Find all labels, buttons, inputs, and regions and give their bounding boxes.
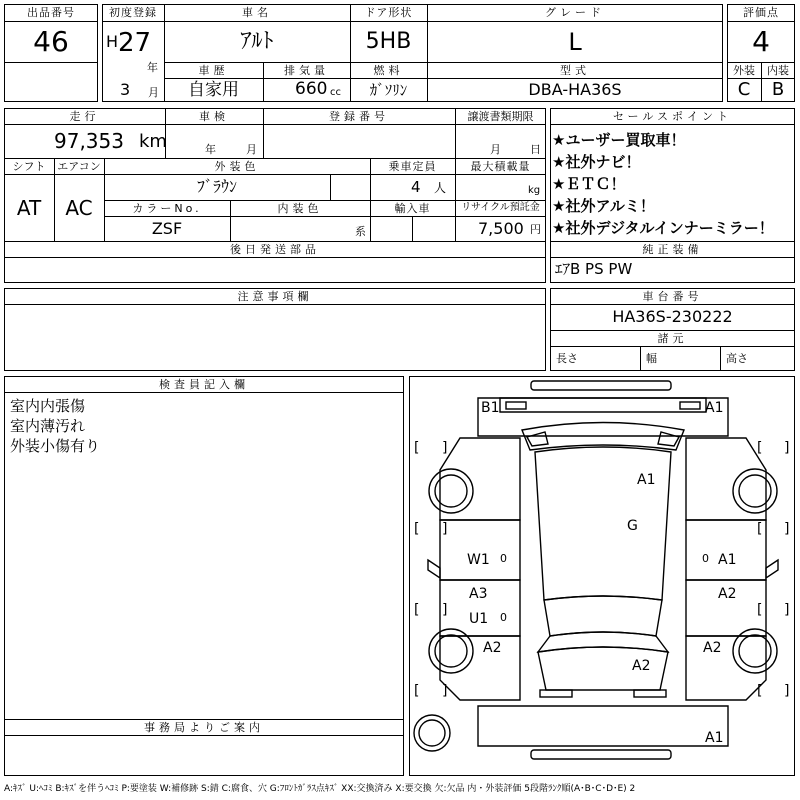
first-reg-label: 初度登録 <box>109 6 157 19</box>
exterior-label: 外装 <box>733 63 755 77</box>
capacity-unit: 人 <box>434 181 447 195</box>
bracket-close: ] <box>784 521 790 537</box>
mark-left-front-door-a3: A3 <box>469 586 488 602</box>
sales-point-item: ★社外ナビ！ <box>552 153 641 171</box>
sales-point-item: ★ＥＴＣ！ <box>552 175 626 193</box>
chassis-number: HA36S-230222 <box>612 307 733 326</box>
transfer-label: 譲渡書類期限 <box>467 109 534 123</box>
bracket-open: [ <box>414 440 420 456</box>
inspector-note: 室内内張傷 <box>10 397 86 415</box>
first-reg-year: 27 <box>118 28 152 58</box>
interior-color-unit: 系 <box>355 225 366 238</box>
bracket-open: [ <box>757 602 763 618</box>
interior-color-label: 内装色 <box>277 201 323 215</box>
color-no-value: ZSF <box>151 218 183 238</box>
transfer-day-unit: 日 <box>530 143 541 156</box>
chassis-title: 車台番号 <box>642 289 703 303</box>
model-label: 型式 <box>560 63 590 77</box>
bracket-close: ] <box>442 521 448 537</box>
exterior-color-value: ﾌﾞﾗｳﾝ <box>196 177 237 196</box>
mark-right-rear-door: A1 <box>718 552 737 568</box>
aircon-label: エアコン <box>57 159 101 173</box>
max-load-unit: kg <box>528 185 541 196</box>
car-name: ｱﾙﾄ <box>240 28 274 54</box>
office-title: 事務局よりご案内 <box>144 720 264 734</box>
capacity-value: 4 <box>411 178 421 196</box>
lot-label: 出品番号 <box>27 6 75 19</box>
color-no-label: カラーNo. <box>132 201 202 215</box>
fuel-value: ｶﾞｿﾘﾝ <box>369 80 408 99</box>
bracket-close: ] <box>784 440 790 456</box>
interior-label: 内装 <box>767 63 789 77</box>
later-parts-label: 後日発送部品 <box>230 242 320 256</box>
inspector-note: 室内薄汚れ <box>10 417 86 435</box>
import-label: 輸入車 <box>394 201 431 215</box>
height-label: 高さ <box>726 352 748 365</box>
sales-point-item: ★社外アルミ！ <box>552 197 655 215</box>
displacement-value: 660 <box>295 79 328 99</box>
mark-right-front-door: A2 <box>718 586 737 602</box>
equipment-title: 純正装備 <box>642 242 703 256</box>
mark-left-rear-door: W1 <box>467 552 490 568</box>
model-value: DBA-HA36S <box>528 80 622 99</box>
bracket-open: [ <box>414 521 420 537</box>
displacement-unit: cc <box>330 87 341 98</box>
mark-right-front-fender: A2 <box>703 640 722 656</box>
bracket-close: ] <box>784 683 790 699</box>
bracket-open: [ <box>757 440 763 456</box>
grade: L <box>568 27 582 56</box>
legend-text: A:ｷｽﾞ U:ﾍｺﾐ B:ｷｽﾞを伴うﾍｺﾐ P:要塗装 W:補修跡 S:錆 C:腐食、穴 G:ﾌﾛﾝﾄｶﾞﾗｽ点ｷｽﾞ XX:交換済み X:要交換 欠:欠品 内・外装評価 5段階ﾗﾝｸ順(A･B･C･D･E) 2 <box>4 784 636 794</box>
mark-roof-glass: G <box>627 518 638 534</box>
score-value: 4 <box>752 24 770 58</box>
mileage-value: 97,353 <box>54 129 124 153</box>
lot-number: 46 <box>33 24 69 58</box>
year-unit: 年 <box>147 61 158 74</box>
zero-mark: 0 <box>500 611 507 624</box>
bracket-close: ] <box>442 602 448 618</box>
mark-hood: A2 <box>632 658 651 674</box>
inspector-title: 検査員記入欄 <box>159 377 249 391</box>
bracket-close: ] <box>442 440 448 456</box>
mark-left-front-door-u1: U1 <box>469 611 489 627</box>
score-label: 評価点 <box>743 6 779 19</box>
aircon-value: AC <box>65 195 93 220</box>
history-value: 自家用 <box>188 79 239 100</box>
recycle-unit: 円 <box>530 223 541 236</box>
sales-points-title: セールスポイント <box>612 109 732 123</box>
era-prefix: H <box>106 32 119 51</box>
grade-label: グレード <box>545 6 605 19</box>
shift-label: シフト <box>12 159 46 173</box>
recycle-value: 7,500 <box>478 219 524 238</box>
inspection-year-unit: 年 <box>205 143 216 156</box>
inspector-note: 外装小傷有り <box>10 437 101 455</box>
length-label: 長さ <box>556 352 578 365</box>
exterior-color-label: 外装色 <box>214 159 260 173</box>
mark-rear-right: A1 <box>705 400 724 416</box>
inspection-month-unit: 月 <box>246 143 257 156</box>
mileage-label: 走行 <box>69 109 100 123</box>
sales-point-item: ★社外デジタルインナーミラー！ <box>552 219 774 237</box>
bracket-close: ] <box>784 602 790 618</box>
displacement-label: 排気量 <box>284 63 329 77</box>
door-type: 5HB <box>365 28 412 54</box>
cautions-title: 注意事項欄 <box>237 289 313 303</box>
history-label: 車歴 <box>198 63 229 77</box>
max-load-label: 最大積載量 <box>470 159 531 173</box>
mark-left-front-fender: A2 <box>483 640 502 656</box>
mark-rear-left: B1 <box>481 400 500 416</box>
mark-front-bumper: A1 <box>705 730 724 746</box>
mileage-unit: km <box>139 131 167 152</box>
interior-grade: B <box>771 79 785 100</box>
month-unit: 月 <box>148 86 159 99</box>
equipment-value: ｴｱB PS PW <box>555 260 633 278</box>
width-label: 幅 <box>646 352 657 365</box>
inspection-label: 車検 <box>199 109 229 123</box>
zero-mark: 0 <box>500 552 507 565</box>
reg-no-label: 登録番号 <box>329 109 389 123</box>
mark-roof: A1 <box>637 472 656 488</box>
capacity-label: 乗車定員 <box>388 159 437 173</box>
fuel-label: 燃料 <box>373 63 404 77</box>
bracket-open: [ <box>414 602 420 618</box>
zero-mark: 0 <box>702 552 709 565</box>
first-reg-month: 3 <box>120 80 131 99</box>
sales-point-item: ★ユーザー買取車！ <box>552 131 686 149</box>
dims-title: 諸元 <box>657 331 688 345</box>
car-name-label: 車名 <box>242 6 272 19</box>
transfer-month-unit: 月 <box>490 143 501 156</box>
bracket-close: ] <box>442 683 448 699</box>
recycle-label: リサイクル預託金 <box>461 202 540 213</box>
door-label: ドア形状 <box>364 6 413 19</box>
exterior-grade: C <box>737 79 751 100</box>
bracket-open: [ <box>757 683 763 699</box>
shift-value: AT <box>16 195 42 220</box>
bracket-open: [ <box>414 683 420 699</box>
bracket-open: [ <box>757 521 763 537</box>
